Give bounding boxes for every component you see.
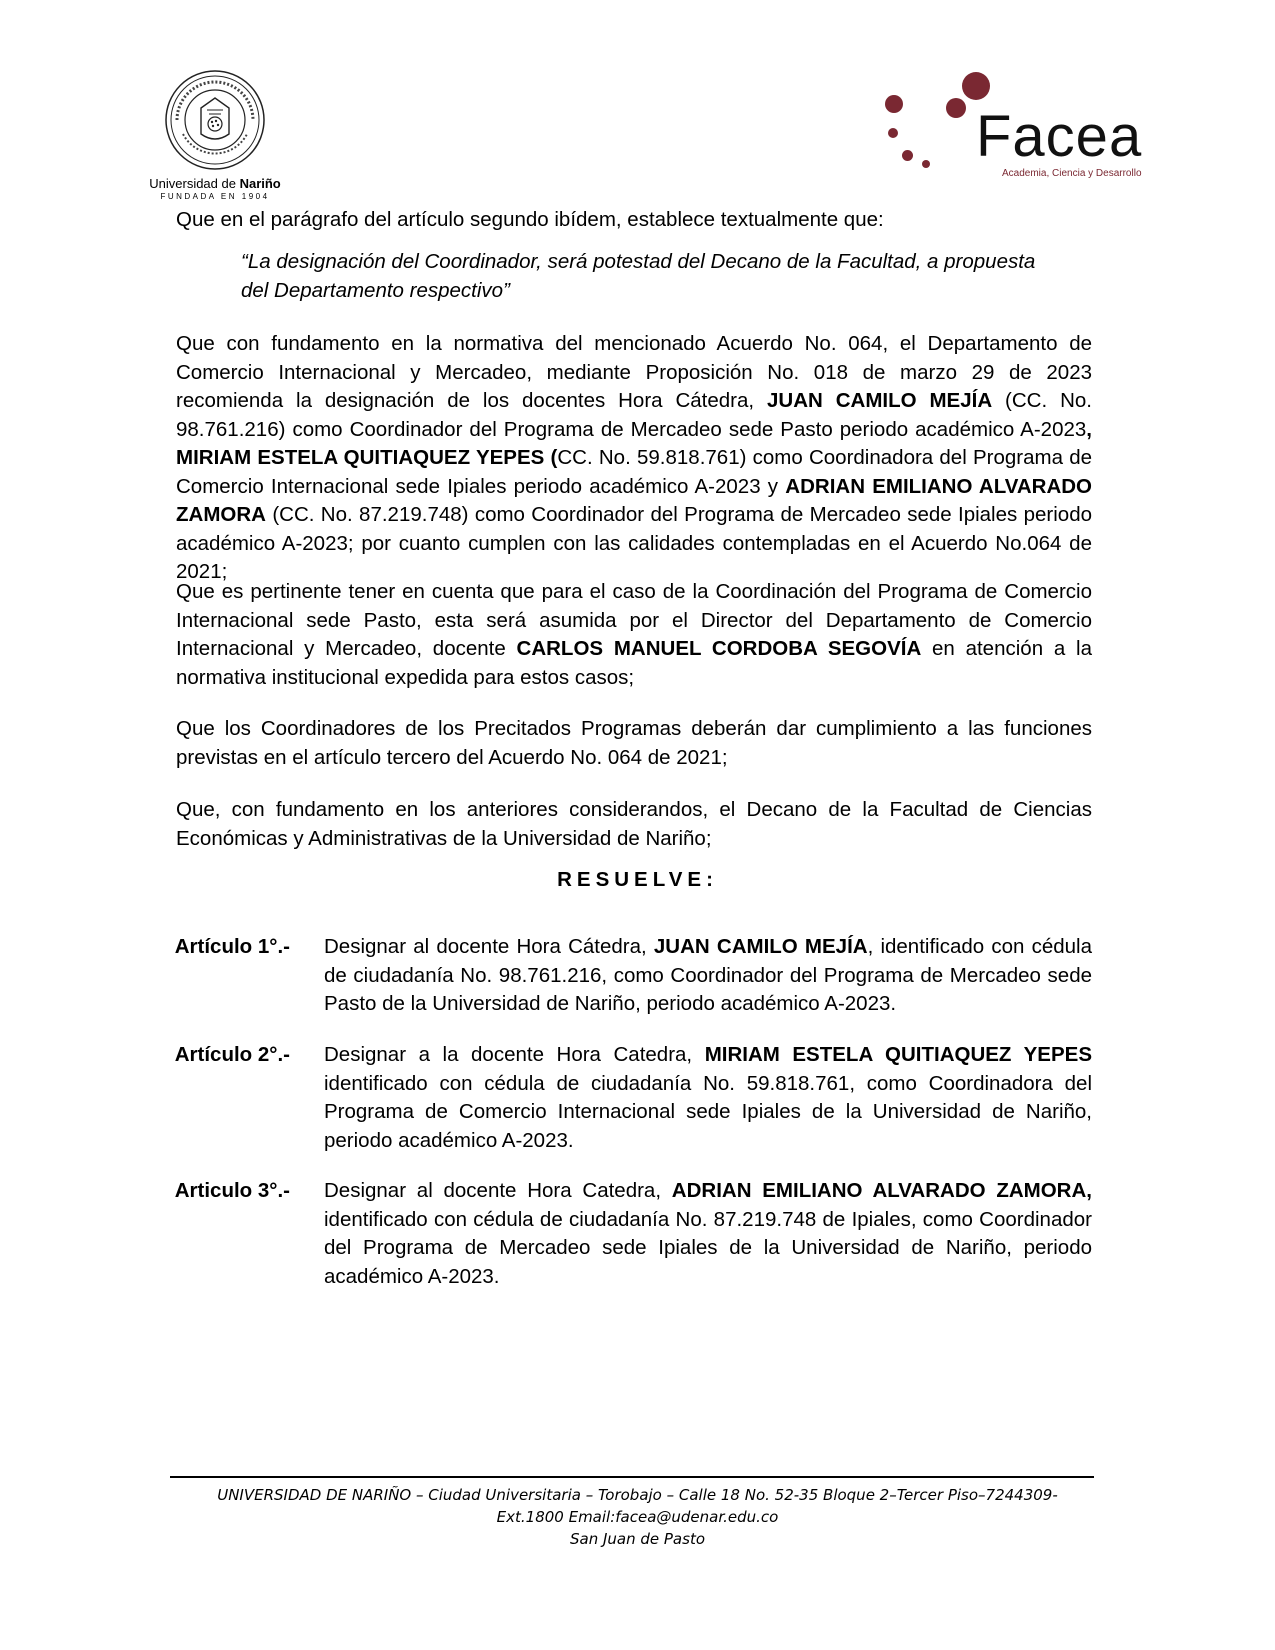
facea-logo-dot xyxy=(902,150,913,161)
article-text: Designar al docente Hora Cátedra, JUAN CAMILO MEJÍA, identificado con cédula de ciudadanía No. 98.761.216, como Coordinador del Programa de Mercadeo sede Pasto de la Universidad de Nariño, periodo académico A-2023. xyxy=(324,935,1092,1015)
paragraph-designation-proposal: Que con fundamento en la normativa del mencionado Acuerdo No. 064, el Departamento de Comercio Internacional y Mercadeo, mediante Proposición No. 018 de marzo 29 de 2023 recomienda la designación de los docentes Hora Cátedra, JUAN CAMILO MEJÍA (CC. No. 98.761.216) como Coordinador del Programa de Mercadeo sede Pasto periodo académico A-2023, MIRIAM ESTELA QUITIAQUEZ YEPES (CC. No. 59.818.761) como Coordinadora del Programa de Comercio Internacional sede Ipiales periodo académico A-2023 y ADRIAN EMILIANO ALVARADO ZAMORA (CC. No. 87.219.748) como Coordinador del Programa de Mercadeo sede Ipiales periodo académico A-2023; por cuanto cumplen con las calidades contempladas en el Acuerdo No.064 de 2021; xyxy=(176,332,1093,583)
facea-wordmark: Facea xyxy=(976,104,1143,169)
university-logo xyxy=(140,68,290,201)
footer-address: UNIVERSIDAD DE NARIÑO – Ciudad Universitaria – Torobajo – Calle 18 No. 52-35 Bloque 2–Tercer Piso–7244309- xyxy=(217,1486,1058,1504)
article-text: Designar a la docente Hora Catedra, MIRIAM ESTELA QUITIAQUEZ YEPES identificado con cédula de ciudadanía No. 59.818.761, como Coordinadora del Programa de Comercio Internacional sede Ipiales de la Universidad de Nariño, periodo académico A-2023. xyxy=(324,1043,1092,1152)
article-label: Artículo 1°.- xyxy=(174,935,290,958)
facea-logo-dot xyxy=(885,95,903,113)
intro-paragraph: Que en el parágrafo del artículo segundo ibídem, establece textualmente que: xyxy=(176,208,884,231)
article-label: Articulo 3°.- xyxy=(174,1179,290,1202)
university-seal-icon xyxy=(163,68,267,172)
footer-contact: Ext.1800 Email:facea@udenar.edu.co xyxy=(496,1508,779,1526)
resuelve-heading: RESUELVE: xyxy=(557,868,718,891)
article-text: Designar al docente Hora Catedra, ADRIAN EMILIANO ALVARADO ZAMORA, identificado con cédula de ciudadanía No. 87.219.748 de Ipiales, como Coordinador del Programa de Mercadeo sede Ipiales de la Universidad de Nariño, periodo académico A-2023. xyxy=(324,1179,1092,1288)
facea-logo-dot xyxy=(946,98,966,118)
article-label: Artículo 2°.- xyxy=(174,1043,290,1066)
footer-divider xyxy=(170,1476,1094,1478)
quoted-text: “La designación del Coordinador, será potestad del Decano de la Facultad, a propuesta del Departamento respectivo” xyxy=(241,250,1036,302)
university-founded: FUNDADA EN 1904 xyxy=(160,192,270,201)
footer-city: San Juan de Pasto xyxy=(569,1530,705,1548)
article-2 xyxy=(170,1041,1092,1155)
footer xyxy=(0,1484,1275,1550)
paragraph-considerandos: Que, con fundamento en los anteriores considerandos, el Decano de la Facultad de Ciencias Económicas y Administrativas de la Universidad de Nariño; xyxy=(176,798,1092,850)
facea-logo-dot xyxy=(922,160,930,168)
facea-logo-dot xyxy=(962,72,990,100)
facea-logo xyxy=(920,70,1180,180)
facea-tagline: Academia, Ciencia y Desarrollo xyxy=(1002,168,1142,179)
paragraph-pasto-coordination: Que es pertinente tener en cuenta que para el caso de la Coordinación del Programa de Comercio Internacional sede Pasto, esta será asumida por el Director del Departamento de Comercio Internacional y Mercadeo, docente CARLOS MANUEL CORDOBA SEGOVÍA en atención a la normativa institucional expedida para estos casos; xyxy=(176,580,1092,689)
article-3 xyxy=(170,1177,1092,1291)
paragraph-functions: Que los Coordinadores de los Precitados Programas deberán dar cumplimiento a las funciones previstas en el artículo tercero del Acuerdo No. 064 de 2021; xyxy=(176,717,1092,769)
facea-logo-dot xyxy=(888,128,898,138)
article-1 xyxy=(170,933,1092,1019)
university-name: Universidad de Nariño xyxy=(149,176,281,191)
